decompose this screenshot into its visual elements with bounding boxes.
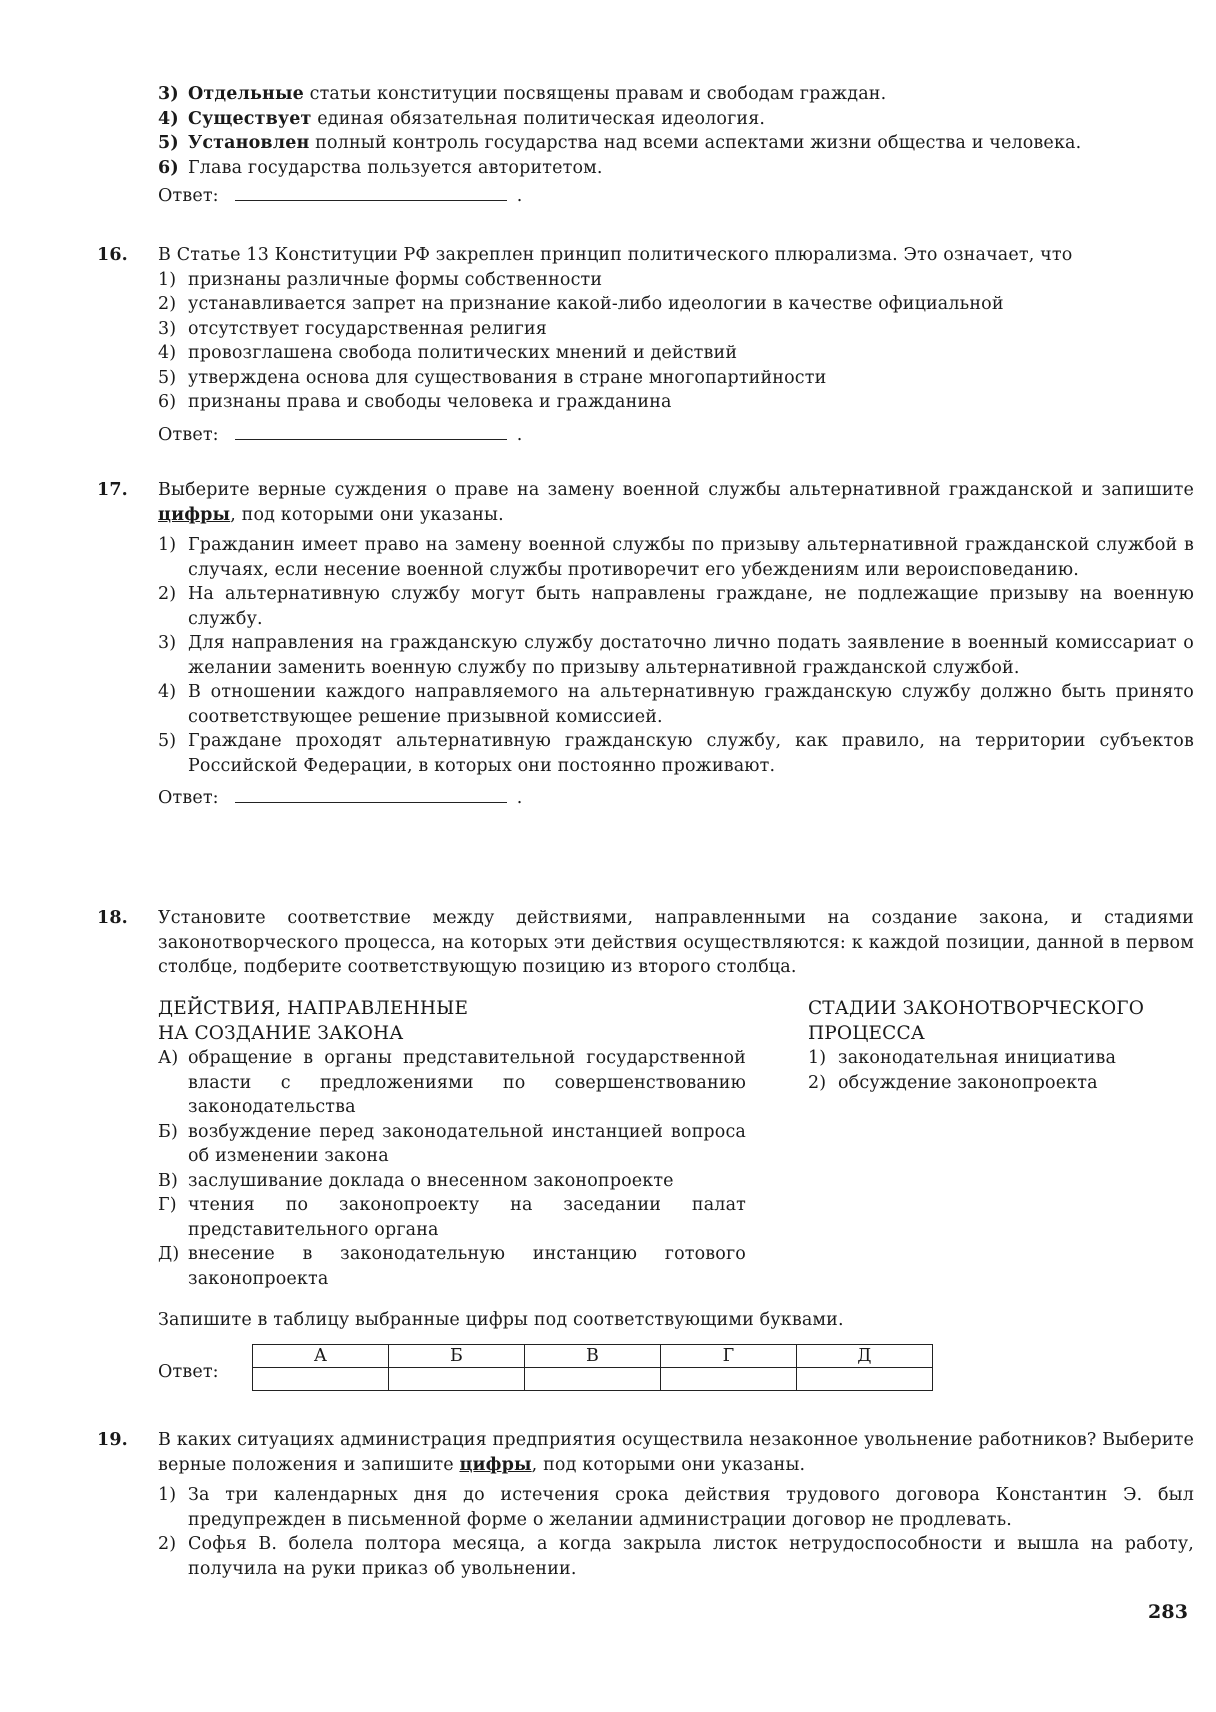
q18-table-header-v: В [525,1345,661,1368]
q18-answer-label: Ответ: [158,1362,219,1382]
question-17 [158,478,1194,811]
q17-option-4: 4) В отношении каждого направляемого на альтернативную гражданскую службу должно быть принято соответствующее решение призывной комиссией. [158,682,1194,727]
q18-table-header-g: Г [661,1345,797,1368]
q18-table-header-b: Б [389,1345,525,1368]
q16-option-4: 4) провозглашена свобода политических мнений и действий [158,343,738,363]
q18-table-header-a: А [253,1345,389,1368]
q17-number: 17. [97,480,128,500]
q18-answer-cell-d[interactable] [797,1368,933,1391]
q18-action-a: А) обращение в органы представительной государственной власти с предложениями по совершенствованию законодательства [158,1048,746,1117]
q19-option-1: 1) За три календарных дня до истечения срока действия трудового договора Константин Э. был предупрежден в письменной форме о желании администрации договор не продлевать. [158,1485,1194,1530]
q18-left-heading-1: ДЕЙСТВИЯ, НАПРАВЛЕННЫЕ [158,998,469,1019]
q19-option-2: 2) Софья В. болела полтора месяца, а когда закрыла листок нетрудоспособности и вышла на работу, получила на руки приказ об увольнении. [158,1534,1194,1579]
q15-item-3: 3) Отдельные статьи конституции посвящены правам и свободам граждан. [158,84,887,104]
question-15-tail [158,82,1194,209]
question-19 [158,1428,1194,1581]
q16-option-1: 1) признаны различные формы собственности [158,269,603,290]
q15-item-6: 6) Глава государства пользуется авторитетом. [158,157,603,178]
q18-action-d: Д) внесение в законодательную инстанцию готового законопроекта [158,1244,746,1289]
q16-answer: Ответ: . [158,421,1194,448]
q18-stage-2: 2) обсуждение законопроекта [808,1072,1098,1093]
q19-text: В каких ситуациях администрация предприятия осуществила незаконное увольнение работников? Выберите верные положения и запишите цифры, под которыми они указаны. [158,1430,1194,1475]
q18-right-heading-1: СТАДИИ ЗАКОНОТВОРЧЕСКОГО [808,998,1145,1019]
q18-table-header-row [253,1345,933,1368]
page-number: 283 [1148,1601,1189,1623]
q16-option-6: 6) признаны права и свободы человека и гражданина [158,392,672,412]
q18-right-heading-2: ПРОЦЕССА [808,1023,925,1044]
q18-right-column [808,996,1198,1095]
q15-item-5: 5) Установлен полный контроль государства над всеми аспектами жизни общества и человека. [158,133,1082,153]
q17-text: Выберите верные суждения о праве на замену военной службы альтернативной гражданской и запишите цифры, под которыми они указаны. [158,480,1194,525]
q18-answer-table [252,1344,933,1391]
q17-answer-field[interactable] [235,784,507,803]
q17-option-3: 3) Для направления на гражданскую службу достаточно лично подать заявление в военный комиссариат о желании заменить военную службу по призыву альтернативной гражданской службой. [158,633,1194,678]
q17-answer: Ответ: . [158,784,1194,811]
q18-left-column [158,996,746,1291]
q18-answer-cell-v[interactable] [525,1368,661,1391]
q16-option-5: 5) утверждена основа для существования в стране многопартийности [158,367,827,388]
q18-answer-cell-g[interactable] [661,1368,797,1391]
q16-answer-field[interactable] [235,421,507,440]
q16-option-2: 2) устанавливается запрет на признание какой-либо идеологии в качестве официальной [158,294,1004,314]
q18-answer-cell-a[interactable] [253,1368,389,1391]
q18-text: Установите соответствие между действиями, направленными на создание закона, и стадиями законотворческого процесса, на которых эти действия осуществляются: к каждой позиции, данной в первом столбце, подберите соответствующую позицию из второго столбца. [158,908,1194,977]
q15-answer-field[interactable] [235,182,507,201]
q18-answer-cell-b[interactable] [389,1368,525,1391]
q19-number: 19. [97,1430,128,1450]
q18-instruction: Запишите в таблицу выбранные цифры под соответствующими буквами. [158,1310,844,1330]
q18-table-answer-row [253,1368,933,1391]
q17-option-2: 2) На альтернативную службу могут быть направлены граждане, не подлежащие призыву на военную службу. [158,584,1194,629]
q18-left-heading-2: НА СОЗДАНИЕ ЗАКОНА [158,1023,404,1044]
question-16 [158,243,1194,447]
q15-item-4: 4) Существует единая обязательная политическая идеология. [158,108,766,129]
q18-action-g: Г) чтения по законопроекту на заседании палат представительного органа [158,1195,746,1240]
q16-number: 16. [97,245,128,265]
q16-option-3: 3) отсутствует государственная религия [158,318,547,339]
q17-option-5: 5) Граждане проходят альтернативную гражданскую службу, как правило, на территории субъектов Российской Федерации, в которых они постоянно проживают. [158,731,1194,776]
q17-option-1: 1) Гражданин имеет право на замену военной службы по призыву альтернативной гражданской службой в случаях, если несение военной службы противоречит его убеждениям или вероисповеданию. [158,535,1194,580]
q18-action-v: В) заслушивание доклада о внесенном законопроекте [158,1170,674,1191]
q18-table-header-d: Д [797,1345,933,1368]
q18-action-b: Б) возбуждение перед законодательной инстанцией вопроса об изменении закона [158,1121,746,1166]
q16-text: В Статье 13 Конституции РФ закреплен принцип политического плюрализма. Это означает, что [158,245,1073,265]
q18-stage-1: 1) законодательная инициатива [808,1048,1117,1068]
q18-number: 18. [97,908,128,928]
q15-answer: Ответ: . [158,182,1194,209]
